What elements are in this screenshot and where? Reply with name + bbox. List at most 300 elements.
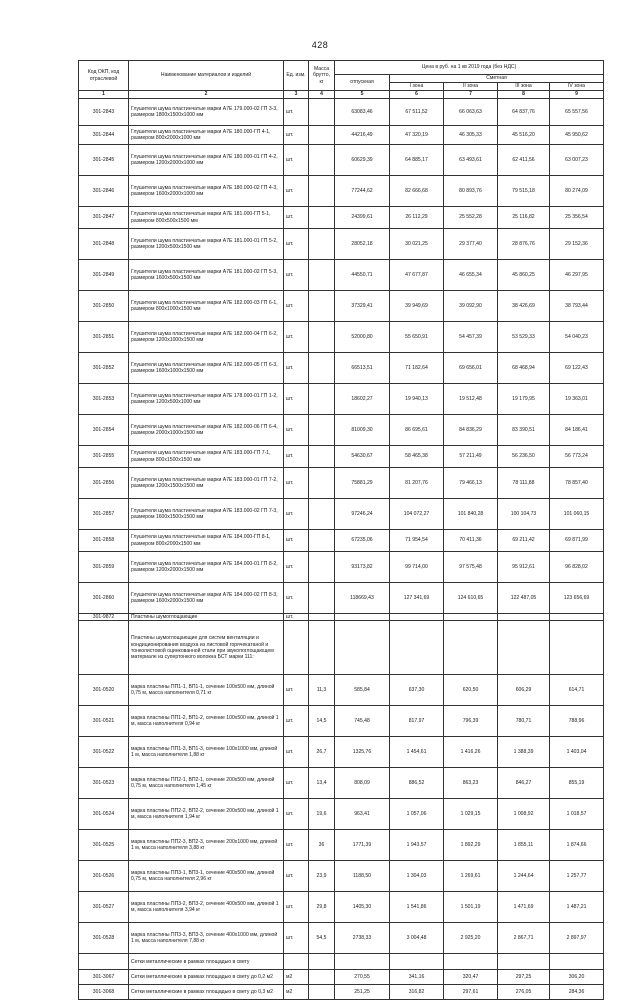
table-row: [79, 446, 604, 468]
row-price-zone-4: 84 186,41: [550, 415, 604, 446]
row-price-release: 97246,24: [335, 499, 390, 530]
row-price-release: 67235,06: [335, 530, 390, 552]
row-price-release: 585,84: [335, 675, 390, 706]
row-unit: шт.: [284, 675, 309, 706]
section-header-row: [79, 614, 604, 621]
row-price-zone-1: 86 695,61: [390, 415, 444, 446]
table-row: [79, 923, 604, 954]
row-price-zone-3: 95 912,61: [498, 552, 550, 583]
row-name: Глушители шума пластинчатые марки А7Е 183.000-02 ГП 7-3, размером 1600х1500х1500 мм: [129, 499, 284, 530]
row-code: 301-2850: [79, 291, 129, 322]
row-empty-cell: [550, 954, 604, 970]
table-row: [79, 970, 604, 985]
row-mass: [309, 260, 335, 291]
row-price-zone-2: 863,23: [444, 768, 498, 799]
column-number: 4: [309, 91, 335, 99]
row-unit: шт.: [284, 384, 309, 415]
table-row: [79, 675, 604, 706]
row-price-zone-2: 66 063,63: [444, 99, 498, 126]
row-price-zone-1: 19 940,13: [390, 384, 444, 415]
row-price-zone-1: 316,82: [390, 985, 444, 1000]
row-code: 301-2851: [79, 322, 129, 353]
row-price-zone-2: 70 411,36: [444, 530, 498, 552]
row-unit: шт.: [284, 229, 309, 260]
row-name: марка пластины ПП2-1, ВП2-1, сечение 200х500 мм, длиной 0,75 м, масса наполнителя 1,45 кг: [129, 768, 284, 799]
row-price-zone-3: 78 111,88: [498, 468, 550, 499]
row-code: 301-0523: [79, 768, 129, 799]
row-code: 301-2848: [79, 229, 129, 260]
row-name: марка пластины ПП3-1, ВП3-1, сечение 400х500 мм, длиной 0,75 м, масса наполнителя 2,96 кг: [129, 861, 284, 892]
row-name: Глушители шума пластинчатые марки А7Е 181.000-01 ГП 5-2, размером 1200х500х1500 мм: [129, 229, 284, 260]
row-price-zone-1: 817,97: [390, 706, 444, 737]
row-unit: шт.: [284, 830, 309, 861]
row-price-zone-4: 614,71: [550, 675, 604, 706]
row-price-zone-2: 297,61: [444, 985, 498, 1000]
row-name: Глушители шума пластинчатые марки А7Е 184.000-02 ГП 8-3, размером 1600х2000х1500 мм: [129, 583, 284, 614]
row-code: 301-2860: [79, 583, 129, 614]
row-price-zone-3: 780,71: [498, 706, 550, 737]
table-row: [79, 706, 604, 737]
row-unit: шт.: [284, 583, 309, 614]
row-empty-cell: [309, 621, 335, 675]
table-row: [79, 768, 604, 799]
column-number: 8: [498, 91, 550, 99]
row-price-release: 81009,30: [335, 415, 390, 446]
row-price-release: 44550,71: [335, 260, 390, 291]
row-price-zone-1: 1 943,57: [390, 830, 444, 861]
row-mass: 13,4: [309, 768, 335, 799]
header-zone-2: II зона: [444, 83, 498, 91]
row-price-zone-3: 1 008,92: [498, 799, 550, 830]
table-row: [79, 229, 604, 260]
row-price-zone-3: 62 411,56: [498, 145, 550, 176]
row-price-zone-4: 63 007,23: [550, 145, 604, 176]
row-mass: [309, 126, 335, 145]
row-price-release: 1188,50: [335, 861, 390, 892]
row-name: марка пластины ПП3-3, ВП3-3, сечение 400х1000 мм, длиной 1 м, масса наполнителя 7,88 кг: [129, 923, 284, 954]
row-price-zone-2: 46 305,33: [444, 126, 498, 145]
row-price-zone-4: 69 122,43: [550, 353, 604, 384]
header-estimate: Сметная: [390, 75, 604, 83]
row-code: 301-2858: [79, 530, 129, 552]
row-price-zone-2: 19 512,48: [444, 384, 498, 415]
row-mass: [309, 322, 335, 353]
table-body: [79, 99, 604, 1000]
row-name: Глушители шума пластинчатые марки А7Е 184.000-ГП 8-1, размером 800х2000х1500 мм: [129, 530, 284, 552]
row-price-zone-1: 64 885,17: [390, 145, 444, 176]
row-unit: шт.: [284, 530, 309, 552]
row-unit: шт.: [284, 415, 309, 446]
table-row: [79, 552, 604, 583]
row-price-zone-2: 101 840,28: [444, 499, 498, 530]
row-empty-cell: [498, 954, 550, 970]
row-price-zone-3: 68 468,94: [498, 353, 550, 384]
row-name: Глушители шума пластинчатые марки А7Е 182.000-06 ГП 6-4, размером 2000х1000х1500 мм: [129, 415, 284, 446]
row-price-zone-2: 39 092,90: [444, 291, 498, 322]
row-unit: шт.: [284, 353, 309, 384]
row-price-release: 1771,39: [335, 830, 390, 861]
row-name: Сетки металлические в рамках площадью в свету до 0,2 м2: [129, 970, 284, 985]
row-price-zone-3: 1 471,69: [498, 892, 550, 923]
row-code: 301-2843: [79, 99, 129, 126]
row-price-zone-1: 30 021,25: [390, 229, 444, 260]
row-price-zone-3: 122 487,05: [498, 583, 550, 614]
column-number: 7: [444, 91, 498, 99]
row-mass: [309, 970, 335, 985]
row-price-zone-2: 69 656,01: [444, 353, 498, 384]
row-code: 301-2845: [79, 145, 129, 176]
row-price-zone-4: 1 257,77: [550, 861, 604, 892]
row-price-zone-3: 56 236,50: [498, 446, 550, 468]
price-table: [78, 60, 604, 1000]
header-unit: Ед. изм.: [284, 61, 309, 91]
row-price-release: 2738,33: [335, 923, 390, 954]
row-mass: [309, 176, 335, 207]
row-code: 301-2853: [79, 384, 129, 415]
row-empty-cell: [444, 954, 498, 970]
row-unit: шт.: [284, 892, 309, 923]
row-price-zone-4: 123 656,69: [550, 583, 604, 614]
row-price-zone-3: 297,25: [498, 970, 550, 985]
row-price-zone-2: 620,50: [444, 675, 498, 706]
table-row: [79, 985, 604, 1000]
row-price-zone-3: 64 837,76: [498, 99, 550, 126]
row-price-zone-1: 39 949,69: [390, 291, 444, 322]
row-price-release: 118669,43: [335, 583, 390, 614]
row-price-zone-3: 45 860,25: [498, 260, 550, 291]
row-price-zone-2: 84 836,29: [444, 415, 498, 446]
row-unit: шт.: [284, 468, 309, 499]
row-code: 301-0522: [79, 737, 129, 768]
row-name: Глушители шума пластинчатые марки А7Е 182.000-05 ГП 6-3, размером 1600х1000х1500 мм: [129, 353, 284, 384]
row-mass: [309, 530, 335, 552]
row-empty-cell: [335, 954, 390, 970]
row-price-zone-4: 101 060,15: [550, 499, 604, 530]
row-code: 301-0525: [79, 830, 129, 861]
table-row: [79, 799, 604, 830]
row-price-zone-2: 63 493,61: [444, 145, 498, 176]
row-unit: шт.: [284, 446, 309, 468]
table-row: [79, 176, 604, 207]
row-name: Сетки металлические в рамках площадью в свету до 0,3 м2: [129, 985, 284, 1000]
row-price-release: 60629,39: [335, 145, 390, 176]
row-price-zone-4: 2 897,97: [550, 923, 604, 954]
header-zone-4: IV зона: [550, 83, 604, 91]
row-mass: 26,7: [309, 737, 335, 768]
row-mass: [309, 353, 335, 384]
row-price-zone-4: 69 871,99: [550, 530, 604, 552]
row-price-zone-2: 1 029,15: [444, 799, 498, 830]
row-price-release: 44216,49: [335, 126, 390, 145]
column-number: 6: [390, 91, 444, 99]
row-mass: [309, 145, 335, 176]
row-code: 301-3068: [79, 985, 129, 1000]
row-price-release: 54630,67: [335, 446, 390, 468]
row-price-zone-4: 19 363,01: [550, 384, 604, 415]
row-price-zone-1: 67 511,52: [390, 99, 444, 126]
row-price-zone-1: 26 112,29: [390, 207, 444, 229]
table-row: [79, 499, 604, 530]
row-name: Глушители шума пластинчатые марки А7Е 182.000-04 ГП 6-2, размером 1200х1000х1500 мм: [129, 322, 284, 353]
row-mass: [309, 583, 335, 614]
row-code: 301-2859: [79, 552, 129, 583]
row-price-zone-1: 81 207,76: [390, 468, 444, 499]
row-code: 301-3067: [79, 970, 129, 985]
row-price-zone-3: 38 426,69: [498, 291, 550, 322]
row-price-release: 37329,41: [335, 291, 390, 322]
row-mass: 14,5: [309, 706, 335, 737]
row-price-zone-3: 100 104,73: [498, 499, 550, 530]
row-price-zone-1: 71 954,54: [390, 530, 444, 552]
row-empty-cell: [335, 621, 390, 675]
row-price-zone-4: 65 557,56: [550, 99, 604, 126]
row-price-release: 251,25: [335, 985, 390, 1000]
column-number: 5: [335, 91, 390, 99]
row-unit: шт.: [284, 768, 309, 799]
row-empty-cell: [335, 614, 390, 621]
row-price-release: 963,41: [335, 799, 390, 830]
table-row: [79, 530, 604, 552]
row-code: 301-2857: [79, 499, 129, 530]
row-price-zone-1: 58 465,38: [390, 446, 444, 468]
row-code: 301-0528: [79, 923, 129, 954]
row-unit: шт.: [284, 923, 309, 954]
row-code: 301-9872: [79, 614, 129, 621]
row-price-release: 28052,18: [335, 229, 390, 260]
row-price-zone-2: 29 377,40: [444, 229, 498, 260]
row-empty-cell: [498, 614, 550, 621]
row-mass: [309, 384, 335, 415]
row-name: Пластины шумоглощающие для систем вентиляции и кондиционирования воздуха из листовой горячекатаной и тонколистовой оцинкованной стали при звукопоглощающем материале из супертонкого волокна БСТ марки 111:: [129, 621, 284, 675]
row-price-zone-4: 46 297,95: [550, 260, 604, 291]
row-price-zone-4: 1 018,57: [550, 799, 604, 830]
row-price-zone-3: 69 211,42: [498, 530, 550, 552]
row-unit: шт.: [284, 207, 309, 229]
table-row: [79, 99, 604, 126]
row-price-zone-1: 127 341,69: [390, 583, 444, 614]
row-code: 301-2854: [79, 415, 129, 446]
row-mass: [309, 468, 335, 499]
row-unit: шт.: [284, 145, 309, 176]
row-mass: 11,3: [309, 675, 335, 706]
section-intro-row: [79, 621, 604, 675]
row-price-release: 66513,51: [335, 353, 390, 384]
row-price-release: 63083,46: [335, 99, 390, 126]
row-price-zone-3: 1 855,11: [498, 830, 550, 861]
row-code: 301-0520: [79, 675, 129, 706]
row-price-zone-4: 80 274,09: [550, 176, 604, 207]
row-price-zone-3: 2 867,71: [498, 923, 550, 954]
row-mass: [309, 291, 335, 322]
row-code: 301-2847: [79, 207, 129, 229]
row-name: Глушители шума пластинчатые марки А7Е 178.000-01 ГП 1-2, размером 1200х500х1000 мм: [129, 384, 284, 415]
column-number: 9: [550, 91, 604, 99]
row-price-zone-2: 1 892,29: [444, 830, 498, 861]
row-unit: шт.: [284, 176, 309, 207]
row-mass: 54,5: [309, 923, 335, 954]
row-code: 301-0524: [79, 799, 129, 830]
table-row: [79, 353, 604, 384]
row-unit: м2: [284, 970, 309, 985]
table-row: [79, 291, 604, 322]
row-name: Пластины шумоглощающие: [129, 614, 284, 621]
row-unit: [284, 954, 309, 970]
row-price-zone-2: 57 211,49: [444, 446, 498, 468]
row-price-zone-4: 78 857,40: [550, 468, 604, 499]
row-price-zone-1: 99 714,00: [390, 552, 444, 583]
row-price-zone-3: 79 515,18: [498, 176, 550, 207]
row-name: марка пластины ПП2-2, ВП2-2, сечение 200х500 мм, длиной 1 м, масса наполнителя 1,94 кг: [129, 799, 284, 830]
row-code: 301-2844: [79, 126, 129, 145]
row-price-zone-2: 2 925,20: [444, 923, 498, 954]
row-name: Глушители шума пластинчатые марки А7Е 180.000-ГП 4-1, размером 800х2000х1000 мм: [129, 126, 284, 145]
row-price-zone-1: 341,16: [390, 970, 444, 985]
row-price-zone-2: 1 416,26: [444, 737, 498, 768]
row-unit: шт.: [284, 614, 309, 621]
row-price-zone-2: 1 501,19: [444, 892, 498, 923]
row-unit: шт.: [284, 126, 309, 145]
row-mass: [309, 99, 335, 126]
section-header-row: [79, 954, 604, 970]
row-price-zone-1: 104 072,27: [390, 499, 444, 530]
row-price-zone-3: 846,27: [498, 768, 550, 799]
row-name: марка пластины ПП2-3, ВП2-3, сечение 200х1000 мм, длиной 1 м, масса наполнителя 3,88 кг: [129, 830, 284, 861]
row-price-zone-3: 25 116,82: [498, 207, 550, 229]
row-empty-cell: [309, 614, 335, 621]
row-mass: [309, 207, 335, 229]
row-mass: 19,6: [309, 799, 335, 830]
row-empty-cell: [444, 621, 498, 675]
row-unit: шт.: [284, 322, 309, 353]
row-empty-cell: [309, 954, 335, 970]
row-price-zone-1: 1 541,86: [390, 892, 444, 923]
row-price-zone-3: 606,29: [498, 675, 550, 706]
row-price-zone-3: 1 244,64: [498, 861, 550, 892]
row-price-zone-4: 855,19: [550, 768, 604, 799]
header-code: Код ОКП, код отраслевой: [79, 61, 129, 91]
column-number: 3: [284, 91, 309, 99]
header-mass: Масса брутто, кг: [309, 61, 335, 91]
row-code: 301-2846: [79, 176, 129, 207]
row-name: Глушители шума пластинчатые марки А7Е 183.000-ГП 7-1, размером 800х1500х1500 мм: [129, 446, 284, 468]
table-row: [79, 830, 604, 861]
row-code: 301-0527: [79, 892, 129, 923]
row-code: [79, 621, 129, 675]
row-price-zone-1: 1 057,06: [390, 799, 444, 830]
row-price-zone-4: 54 040,23: [550, 322, 604, 353]
column-number-row: [79, 91, 604, 99]
row-price-release: 18602,27: [335, 384, 390, 415]
row-name: Глушители шума пластинчатые марки А7Е 183.000-01 ГП 7-2, размером 1200х1500х1500 мм: [129, 468, 284, 499]
row-price-zone-1: 82 666,68: [390, 176, 444, 207]
row-empty-cell: [550, 621, 604, 675]
row-unit: шт.: [284, 706, 309, 737]
row-price-zone-4: 306,20: [550, 970, 604, 985]
row-empty-cell: [498, 621, 550, 675]
row-unit: шт.: [284, 799, 309, 830]
page-number: 428: [311, 40, 329, 50]
table-row: [79, 415, 604, 446]
row-price-zone-2: 97 575,48: [444, 552, 498, 583]
row-price-zone-2: 80 893,76: [444, 176, 498, 207]
row-name: марка пластины ПП1-1, ВП1-1, сечение 100х500 мм, длиной 0,75 м, масса наполнителя 0,71 кг: [129, 675, 284, 706]
row-price-zone-4: 45 950,62: [550, 126, 604, 145]
row-price-zone-2: 46 655,34: [444, 260, 498, 291]
row-price-zone-4: 284,36: [550, 985, 604, 1000]
row-name: Сетки металлические в рамках площадью в свету: [129, 954, 284, 970]
row-empty-cell: [390, 954, 444, 970]
row-price-zone-4: 1 874,66: [550, 830, 604, 861]
row-price-zone-1: 55 650,91: [390, 322, 444, 353]
row-code: 301-2849: [79, 260, 129, 291]
row-unit: шт.: [284, 99, 309, 126]
row-empty-cell: [550, 614, 604, 621]
table-row: [79, 583, 604, 614]
row-price-zone-1: 886,52: [390, 768, 444, 799]
row-empty-cell: [390, 614, 444, 621]
column-number: 1: [79, 91, 129, 99]
table-row: [79, 737, 604, 768]
row-price-zone-1: 1 304,03: [390, 861, 444, 892]
column-number: 2: [129, 91, 284, 99]
header-release: отпускная: [335, 75, 390, 91]
row-price-release: 52000,80: [335, 322, 390, 353]
row-mass: [309, 552, 335, 583]
row-code: [79, 954, 129, 970]
row-price-zone-1: 1 454,61: [390, 737, 444, 768]
row-unit: шт.: [284, 552, 309, 583]
row-price-zone-3: 1 388,39: [498, 737, 550, 768]
row-price-zone-4: 38 793,44: [550, 291, 604, 322]
table-row: [79, 145, 604, 176]
row-name: марка пластины ПП1-3, ВП1-3, сечение 100х1000 мм, длиной 1 м, масса наполнителя 1,88 кг: [129, 737, 284, 768]
row-price-zone-4: 25 356,54: [550, 207, 604, 229]
row-empty-cell: [444, 614, 498, 621]
row-unit: м2: [284, 985, 309, 1000]
row-price-zone-1: 47 677,87: [390, 260, 444, 291]
row-name: Глушители шума пластинчатые марки А7Е 181.000-02 ГП 5-3, размером 1600х500х1500 мм: [129, 260, 284, 291]
header-price-group: Цена в руб. на 1 кв 2019 года (без НДС): [335, 61, 604, 75]
row-price-zone-4: 29 152,36: [550, 229, 604, 260]
table-row: [79, 207, 604, 229]
row-price-zone-1: 47 320,19: [390, 126, 444, 145]
row-price-zone-4: 1 403,04: [550, 737, 604, 768]
row-price-zone-2: 796,39: [444, 706, 498, 737]
row-price-zone-2: 1 269,61: [444, 861, 498, 892]
row-price-zone-2: 79 466,13: [444, 468, 498, 499]
row-code: 301-2852: [79, 353, 129, 384]
row-empty-cell: [390, 621, 444, 675]
row-price-release: 75881,29: [335, 468, 390, 499]
row-name: Глушители шума пластинчатые марки А7Е 180.000-01 ГП 4-2, размером 1200х2000х1000 мм: [129, 145, 284, 176]
row-mass: 23,9: [309, 861, 335, 892]
row-mass: [309, 229, 335, 260]
row-name: Глушители шума пластинчатые марки А7Е 181.000-ГП 5-1, размером 800х500х1500 мм: [129, 207, 284, 229]
row-unit: [284, 621, 309, 675]
row-price-zone-4: 56 773,24: [550, 446, 604, 468]
row-price-zone-3: 83 390,51: [498, 415, 550, 446]
row-unit: шт.: [284, 499, 309, 530]
row-price-release: 1325,76: [335, 737, 390, 768]
table-row: [79, 468, 604, 499]
row-price-zone-4: 788,96: [550, 706, 604, 737]
table-row: [79, 861, 604, 892]
row-mass: [309, 985, 335, 1000]
row-name: марка пластины ПП1-2, ВП1-2, сечение 100х500 мм, длиной 1 м, масса наполнителя 0,94 кг: [129, 706, 284, 737]
row-price-release: 77244,62: [335, 176, 390, 207]
row-name: Глушители шума пластинчатые марки А7Е 179.000-02 ГП 3-3, размером 1800х1500х1000 мм: [129, 99, 284, 126]
row-code: 301-0526: [79, 861, 129, 892]
